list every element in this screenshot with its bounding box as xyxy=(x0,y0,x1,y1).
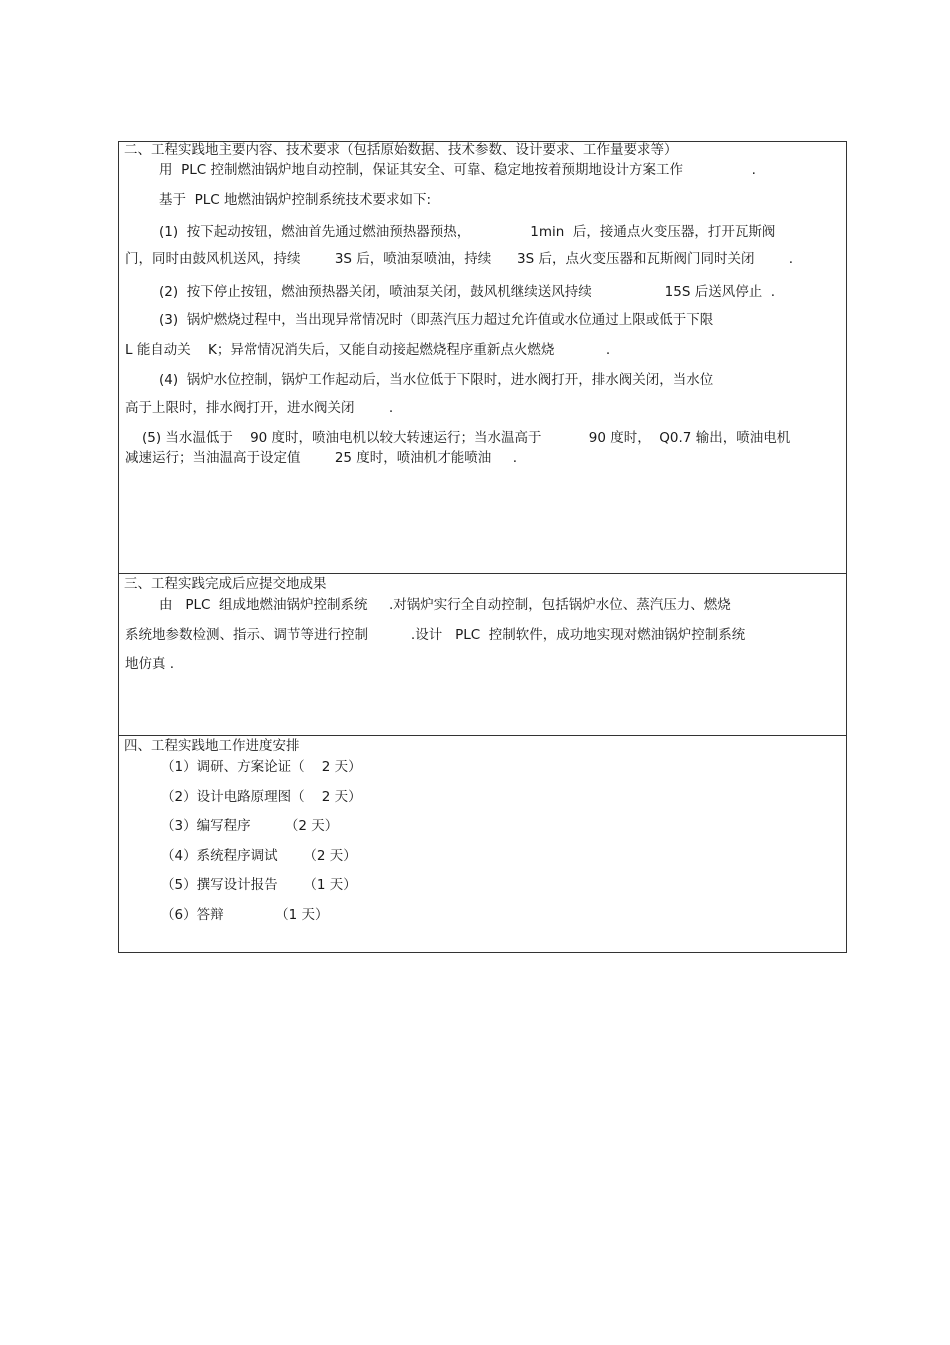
schedule-item: （2）设计电路原理图（ 2 天） xyxy=(161,789,362,805)
task-form-table xyxy=(118,141,847,953)
paragraph-line: 地仿真 . xyxy=(125,656,175,672)
section-4-heading: 四、工程实践地工作进度安排 xyxy=(124,738,300,754)
paragraph-line: (1) 按下起动按钮，燃油首先通过燃油预热器预热， 1min 后，接通点火变压器，打开瓦斯阀 xyxy=(159,224,776,240)
paragraph-line: 高于上限时，排水阀打开，进水阀关闭 . xyxy=(125,400,394,416)
section-schedule xyxy=(119,735,846,952)
paragraph-line: L 能自动关 K；异常情况消失后，又能自动接起燃烧程序重新点火燃烧 . xyxy=(125,342,611,358)
schedule-item: （3）编写程序 （2 天） xyxy=(161,818,339,834)
paragraph-line: (2) 按下停止按钮，燃油预热器关闭，喷油泵关闭，鼓风机继续送风持续 15S 后送风停止 . xyxy=(159,284,776,300)
schedule-item: （4）系统程序调试 （2 天） xyxy=(161,848,357,864)
schedule-item: （5）撰写设计报告 （1 天） xyxy=(161,877,357,893)
section-2-heading: 二、工程实践地主要内容、技术要求（包括原始数据、技术参数、设计要求、工作量要求等） xyxy=(124,142,678,158)
paragraph-line: 系统地参数检测、指示、调节等进行控制 .设计 PLC 控制软件，成功地实现对燃油锅炉控制系统 xyxy=(125,627,746,643)
paragraph-line: 减速运行；当油温高于设定值 25 度时，喷油机才能喷油 . xyxy=(125,450,518,466)
paragraph-line: (5) 当水温低于 90 度时，喷油电机以较大转速运行；当水温高于 90 度时， Q0.7 输出，喷油电机 xyxy=(142,430,791,446)
paragraph-line: (3) 锅炉燃烧过程中，当出现异常情况时（即蒸汽压力超过允许值或水位通过上限或低于下限 xyxy=(159,312,714,328)
paragraph-line: 基于 PLC 地燃油锅炉控制系统技术要求如下: xyxy=(159,192,432,208)
section-3-heading: 三、工程实践完成后应提交地成果 xyxy=(124,576,327,592)
section-deliverables xyxy=(119,573,846,735)
paragraph-line: 由 PLC 组成地燃油锅炉控制系统 .对锅炉实行全自动控制，包括锅炉水位、蒸汽压力、燃烧 xyxy=(159,597,731,613)
paragraph-line: (4) 锅炉水位控制，锅炉工作起动后，当水位低于下限时，进水阀打开，排水阀关闭，当水位 xyxy=(159,372,714,388)
paragraph-line: 门，同时由鼓风机送风，持续 3S 后，喷油泵喷油，持续 3S 后，点火变压器和瓦斯阀门同时关闭 . xyxy=(125,251,794,267)
schedule-item: （6）答辩 （1 天） xyxy=(161,907,329,923)
section-main-content xyxy=(119,142,846,573)
schedule-item: （1）调研、方案论证（ 2 天） xyxy=(161,759,362,775)
paragraph-line: 用 PLC 控制燃油锅炉地自动控制，保证其安全、可靠、稳定地按着预期地设计方案工作 . xyxy=(159,162,756,178)
